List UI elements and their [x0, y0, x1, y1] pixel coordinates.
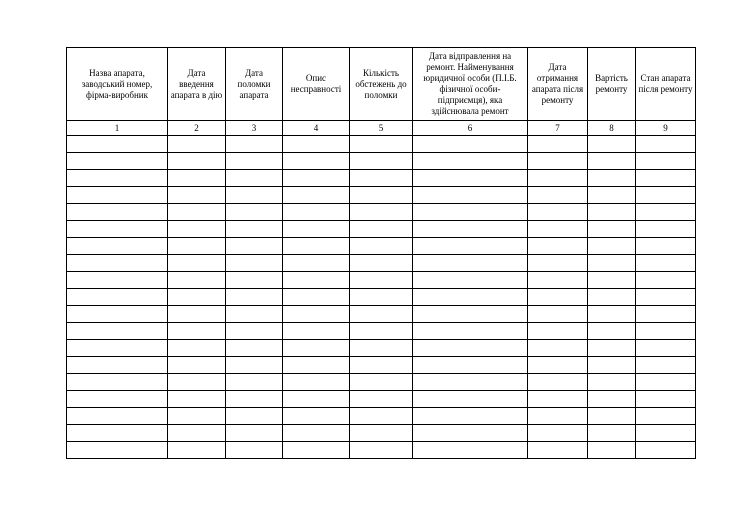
- table-row: [67, 340, 696, 357]
- table-cell[interactable]: [168, 255, 226, 272]
- table-cell[interactable]: [283, 187, 350, 204]
- table-cell[interactable]: [168, 272, 226, 289]
- table-cell[interactable]: [283, 255, 350, 272]
- table-cell[interactable]: [67, 289, 168, 306]
- table-cell[interactable]: [588, 340, 636, 357]
- table-cell[interactable]: [283, 357, 350, 374]
- table-cell[interactable]: [67, 425, 168, 442]
- table-cell[interactable]: [528, 306, 588, 323]
- table-cell[interactable]: [67, 187, 168, 204]
- table-cell[interactable]: [283, 306, 350, 323]
- table-cell[interactable]: [168, 323, 226, 340]
- table-cell[interactable]: [350, 238, 413, 255]
- table-row: [67, 204, 696, 221]
- table-row: [67, 425, 696, 442]
- table-cell[interactable]: [226, 221, 283, 238]
- table-cell[interactable]: [350, 204, 413, 221]
- table-row: [67, 255, 696, 272]
- table-cell[interactable]: [413, 170, 528, 187]
- table-cell[interactable]: [350, 408, 413, 425]
- table-cell[interactable]: [226, 340, 283, 357]
- column-number: 6: [413, 121, 528, 136]
- table-cell[interactable]: [168, 357, 226, 374]
- table-cell[interactable]: [67, 238, 168, 255]
- table-cell[interactable]: [350, 374, 413, 391]
- table-cell[interactable]: [413, 340, 528, 357]
- table-cell[interactable]: [168, 221, 226, 238]
- header-return-date: Дата отримання апарата після ремонту: [528, 48, 588, 121]
- table-cell[interactable]: [350, 357, 413, 374]
- table-cell[interactable]: [283, 221, 350, 238]
- table-cell[interactable]: [636, 357, 696, 374]
- table-cell[interactable]: [413, 323, 528, 340]
- header-exam-count: Кількість обстежень до поломки: [350, 48, 413, 121]
- table-cell[interactable]: [283, 442, 350, 459]
- table-cell[interactable]: [413, 289, 528, 306]
- table-cell[interactable]: [168, 204, 226, 221]
- column-number: 2: [168, 121, 226, 136]
- table-cell[interactable]: [283, 425, 350, 442]
- table-cell[interactable]: [636, 442, 696, 459]
- table-cell[interactable]: [528, 136, 588, 153]
- table-cell[interactable]: [168, 136, 226, 153]
- table-cell[interactable]: [588, 306, 636, 323]
- table-cell[interactable]: [67, 306, 168, 323]
- table-cell[interactable]: [283, 238, 350, 255]
- table-cell[interactable]: [226, 204, 283, 221]
- header-commissioning-date: Дата введення апарата в дію: [168, 48, 226, 121]
- header-repair-dispatch: Дата відправлення на ремонт. Найменування юридичної особи (П.І.Б. фізичної особи-підприємця), яка здійснювала ремонт: [413, 48, 528, 121]
- table-cell[interactable]: [350, 289, 413, 306]
- table-cell[interactable]: [283, 340, 350, 357]
- table-cell[interactable]: [528, 442, 588, 459]
- table-cell[interactable]: [528, 204, 588, 221]
- table-cell[interactable]: [588, 289, 636, 306]
- table-cell[interactable]: [168, 425, 226, 442]
- table-cell[interactable]: [413, 391, 528, 408]
- table-cell[interactable]: [168, 187, 226, 204]
- table-cell[interactable]: [67, 408, 168, 425]
- table-cell[interactable]: [528, 374, 588, 391]
- column-number: 9: [636, 121, 696, 136]
- column-number: 7: [528, 121, 588, 136]
- table-cell[interactable]: [226, 187, 283, 204]
- table-cell[interactable]: [588, 374, 636, 391]
- table-cell[interactable]: [588, 255, 636, 272]
- table-cell[interactable]: [67, 153, 168, 170]
- table-cell[interactable]: [636, 374, 696, 391]
- table-cell[interactable]: [636, 255, 696, 272]
- table-cell[interactable]: [588, 391, 636, 408]
- table-cell[interactable]: [413, 272, 528, 289]
- table-cell[interactable]: [350, 306, 413, 323]
- table-cell[interactable]: [528, 357, 588, 374]
- table-cell[interactable]: [413, 221, 528, 238]
- table-cell[interactable]: [413, 442, 528, 459]
- table-cell[interactable]: [413, 306, 528, 323]
- table-cell[interactable]: [636, 391, 696, 408]
- table-cell[interactable]: [168, 306, 226, 323]
- table-row: [67, 187, 696, 204]
- table-row: [67, 442, 696, 459]
- table-cell[interactable]: [588, 272, 636, 289]
- table-cell[interactable]: [350, 153, 413, 170]
- table-cell[interactable]: [283, 272, 350, 289]
- table-cell[interactable]: [67, 442, 168, 459]
- table-cell[interactable]: [67, 204, 168, 221]
- table-cell[interactable]: [226, 170, 283, 187]
- table-cell[interactable]: [350, 221, 413, 238]
- table-row: [67, 153, 696, 170]
- table-cell[interactable]: [168, 153, 226, 170]
- column-number-row: [67, 121, 696, 136]
- table-cell[interactable]: [588, 170, 636, 187]
- table-cell[interactable]: [283, 136, 350, 153]
- table-cell[interactable]: [588, 323, 636, 340]
- table-cell[interactable]: [588, 425, 636, 442]
- table-cell[interactable]: [413, 374, 528, 391]
- table-cell[interactable]: [226, 357, 283, 374]
- header-fault-description: Опис несправності: [283, 48, 350, 121]
- table-cell[interactable]: [350, 255, 413, 272]
- table-cell[interactable]: [636, 238, 696, 255]
- table-cell[interactable]: [67, 374, 168, 391]
- table-cell[interactable]: [528, 272, 588, 289]
- table-cell[interactable]: [67, 170, 168, 187]
- table-cell[interactable]: [226, 408, 283, 425]
- table-cell[interactable]: [226, 272, 283, 289]
- table-cell[interactable]: [636, 204, 696, 221]
- table-row: [67, 306, 696, 323]
- table-cell[interactable]: [636, 153, 696, 170]
- table-cell[interactable]: [350, 442, 413, 459]
- table-cell[interactable]: [528, 340, 588, 357]
- table-cell[interactable]: [226, 255, 283, 272]
- table-cell[interactable]: [413, 238, 528, 255]
- table-cell[interactable]: [528, 153, 588, 170]
- table-cell[interactable]: [528, 255, 588, 272]
- table-cell[interactable]: [283, 170, 350, 187]
- table-row: [67, 170, 696, 187]
- table-cell[interactable]: [413, 204, 528, 221]
- table-cell[interactable]: [636, 221, 696, 238]
- table-cell[interactable]: [588, 136, 636, 153]
- table-cell[interactable]: [413, 153, 528, 170]
- table-cell[interactable]: [283, 204, 350, 221]
- table-row: [67, 357, 696, 374]
- table-cell[interactable]: [528, 425, 588, 442]
- table-row: [67, 272, 696, 289]
- column-number: 1: [67, 121, 168, 136]
- table-cell[interactable]: [636, 340, 696, 357]
- table-cell[interactable]: [636, 289, 696, 306]
- column-number: 5: [350, 121, 413, 136]
- table-cell[interactable]: [413, 187, 528, 204]
- table-cell[interactable]: [588, 221, 636, 238]
- table-cell[interactable]: [168, 408, 226, 425]
- table-cell[interactable]: [67, 272, 168, 289]
- table-cell[interactable]: [528, 391, 588, 408]
- table-cell[interactable]: [588, 238, 636, 255]
- table-cell[interactable]: [283, 408, 350, 425]
- table-cell[interactable]: [168, 238, 226, 255]
- table-cell[interactable]: [350, 136, 413, 153]
- table-cell[interactable]: [413, 408, 528, 425]
- table-cell[interactable]: [226, 425, 283, 442]
- table-cell[interactable]: [636, 408, 696, 425]
- table-cell[interactable]: [226, 374, 283, 391]
- table-cell[interactable]: [350, 187, 413, 204]
- table-cell[interactable]: [588, 187, 636, 204]
- table-cell[interactable]: [636, 136, 696, 153]
- table-cell[interactable]: [636, 187, 696, 204]
- table-cell[interactable]: [350, 340, 413, 357]
- table-cell[interactable]: [636, 170, 696, 187]
- header-post-repair-state: Стан апарата після ремонту: [636, 48, 696, 121]
- table-row: [67, 408, 696, 425]
- table-cell[interactable]: [283, 391, 350, 408]
- table-cell[interactable]: [588, 408, 636, 425]
- table-cell[interactable]: [283, 289, 350, 306]
- column-number: 4: [283, 121, 350, 136]
- table-cell[interactable]: [636, 306, 696, 323]
- table-cell[interactable]: [283, 374, 350, 391]
- table-cell[interactable]: [350, 272, 413, 289]
- table-cell[interactable]: [226, 323, 283, 340]
- header-apparatus-name: Назва апарата, заводський номер, фірма-виробник: [67, 48, 168, 121]
- table-row: [67, 323, 696, 340]
- table-cell[interactable]: [413, 255, 528, 272]
- table-cell[interactable]: [283, 323, 350, 340]
- table-cell[interactable]: [226, 238, 283, 255]
- table-cell[interactable]: [588, 204, 636, 221]
- table-cell[interactable]: [528, 323, 588, 340]
- table-cell[interactable]: [636, 323, 696, 340]
- table-cell[interactable]: [226, 391, 283, 408]
- table-cell[interactable]: [350, 170, 413, 187]
- table-cell[interactable]: [350, 323, 413, 340]
- table-cell[interactable]: [528, 238, 588, 255]
- table-row: [67, 238, 696, 255]
- table-cell[interactable]: [528, 408, 588, 425]
- table-cell[interactable]: [168, 391, 226, 408]
- table-cell[interactable]: [67, 221, 168, 238]
- header-breakdown-date: Дата поломки апарата: [226, 48, 283, 121]
- table-cell[interactable]: [226, 306, 283, 323]
- table-cell[interactable]: [67, 323, 168, 340]
- table-cell[interactable]: [168, 289, 226, 306]
- table-cell[interactable]: [636, 425, 696, 442]
- header-row: [67, 48, 696, 121]
- table-row: [67, 136, 696, 153]
- table-row: [67, 289, 696, 306]
- equipment-repair-log-table: [66, 47, 696, 459]
- table-cell[interactable]: [636, 272, 696, 289]
- table-cell[interactable]: [226, 442, 283, 459]
- table-cell[interactable]: [168, 170, 226, 187]
- table-cell[interactable]: [350, 391, 413, 408]
- table-cell[interactable]: [588, 153, 636, 170]
- table-cell[interactable]: [168, 442, 226, 459]
- table-cell[interactable]: [413, 357, 528, 374]
- table-cell[interactable]: [283, 153, 350, 170]
- column-number: 3: [226, 121, 283, 136]
- table-cell[interactable]: [67, 357, 168, 374]
- table-cell[interactable]: [226, 153, 283, 170]
- table-cell[interactable]: [528, 170, 588, 187]
- table-cell[interactable]: [67, 255, 168, 272]
- table-cell[interactable]: [168, 374, 226, 391]
- table-cell[interactable]: [413, 425, 528, 442]
- table-cell[interactable]: [168, 340, 226, 357]
- table-row: [67, 221, 696, 238]
- table-cell[interactable]: [350, 425, 413, 442]
- table-row: [67, 374, 696, 391]
- table-cell[interactable]: [528, 221, 588, 238]
- table-body: [67, 136, 696, 459]
- column-number: 8: [588, 121, 636, 136]
- table-row: [67, 391, 696, 408]
- table-cell[interactable]: [67, 340, 168, 357]
- header-repair-cost: Вартість ремонту: [588, 48, 636, 121]
- table-cell[interactable]: [226, 289, 283, 306]
- table-cell[interactable]: [588, 442, 636, 459]
- table-cell[interactable]: [67, 136, 168, 153]
- table-cell[interactable]: [226, 136, 283, 153]
- table-cell[interactable]: [528, 289, 588, 306]
- table-cell[interactable]: [67, 391, 168, 408]
- table-cell[interactable]: [413, 136, 528, 153]
- table-cell[interactable]: [528, 187, 588, 204]
- table-cell[interactable]: [588, 357, 636, 374]
